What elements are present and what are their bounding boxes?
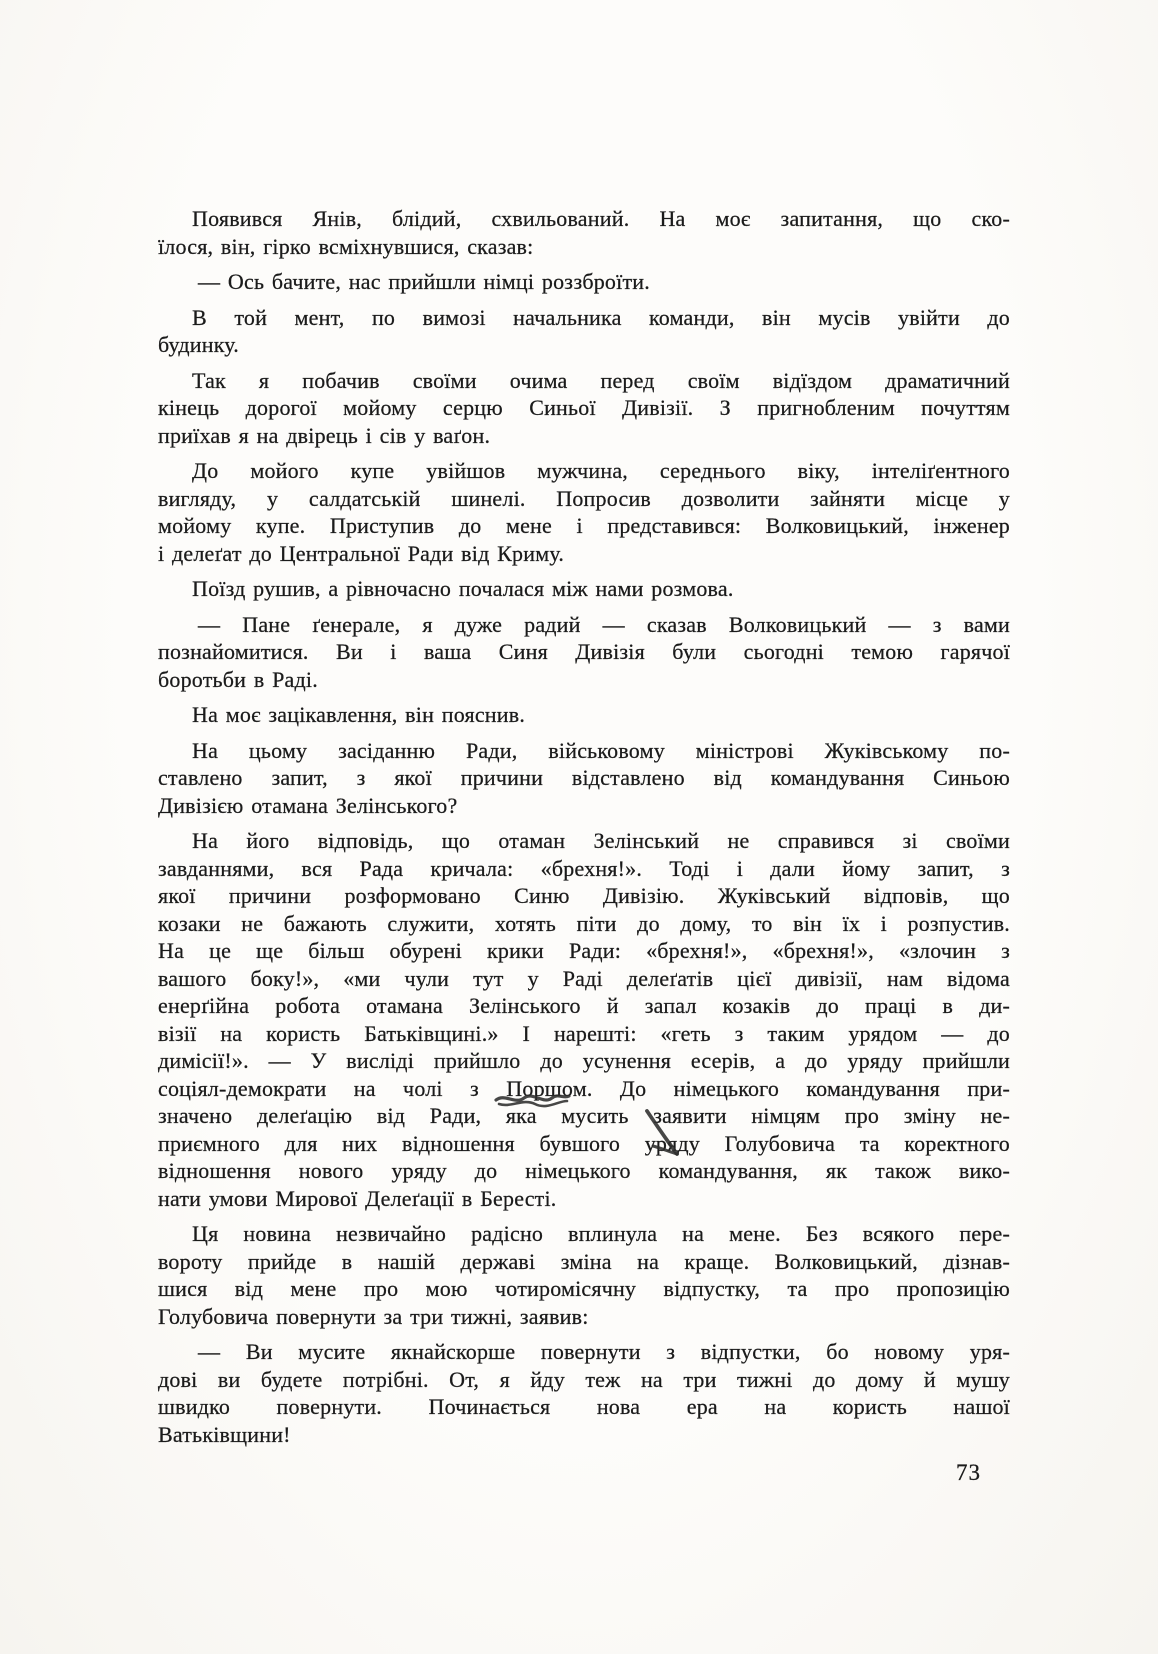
- paragraph: [158, 1220, 1010, 1330]
- text-line: приємного для них відношення бувшого уряду Голубовича та коректного: [158, 1130, 1010, 1156]
- paragraph: [158, 827, 1010, 1212]
- text-line: вашого боку!», «ми чули тут у Раді делеґатів цієї дивізії, нам відома: [158, 965, 1010, 991]
- text-line: їлося, він, гірко всміхнувшися, сказав:: [158, 233, 534, 259]
- page-text: [158, 205, 1010, 1448]
- text-line: соціял-демократи на чолі з Поршом. До німецького командування при-: [158, 1075, 1010, 1101]
- text-line: швидко повернути. Починається нова ера на користь нашої: [158, 1394, 1010, 1419]
- text-line: До мойого купе увійшов мужчина, середнього віку, інтеліґентного: [192, 458, 1010, 483]
- paragraph: [158, 367, 1010, 450]
- text-line: Ватьківщини!: [158, 1421, 291, 1447]
- text-line: енерґійна робота отамана Зелінського й запал козаків до праці в ди-: [158, 993, 1010, 1018]
- paragraph: [158, 304, 1010, 359]
- text-line: ставлено запит, з якої причини відставлено від командування Синьою: [158, 765, 1010, 790]
- text-line: приїхав я на двірець і сів у ваґон.: [158, 422, 491, 448]
- text-line: Появився Янів, блідий, схвильований. На моє запитання, що ско-: [192, 206, 1010, 231]
- text-line: — Ось бачите, нас прийшли німці роззброїти.: [198, 269, 650, 294]
- text-line: якої причини розформовано Синю Дивізію. Жуківський відповів, що: [158, 883, 1010, 908]
- text-line: вороту прийде в нашій державі зміна на краще. Волковицький, дізнав-: [158, 1248, 1010, 1274]
- text-line: нати умови Мирової Делеґації в Бересті.: [158, 1185, 557, 1211]
- text-line: візії на користь Батьківщині.» І нарешті: «геть з таким урядом — до: [158, 1020, 1010, 1046]
- text-line: відношення нового уряду до німецького командування, як також вико-: [158, 1158, 1010, 1183]
- text-line: Поїзд рушив, а рівночасно почалася між нами розмова.: [192, 576, 734, 601]
- text-line: вигляду, у салдатській шинелі. Попросив дозволити зайняти місце у: [158, 485, 1010, 511]
- text-line: і делеґат до Центральної Ради від Криму.: [158, 540, 565, 566]
- paragraph: [158, 737, 1010, 820]
- text-line: На моє зацікавлення, він пояснив.: [192, 702, 526, 727]
- text-line: Ця новина незвичайно радісно вплинула на мене. Без всякого пере-: [192, 1221, 1010, 1246]
- page-number: 73: [956, 1460, 981, 1485]
- text-line: На це ще більш обурені крики Ради: «брехня!», «брехня!», «злочин з: [158, 938, 1010, 963]
- text-line: — Пане ґенерале, я дуже радий — сказав Волковицький — з вами: [198, 611, 1010, 637]
- text-line: В той мент, по вимозі начальника команди, він мусів увійти до: [192, 304, 1010, 330]
- paragraph: [158, 205, 1010, 260]
- text-line: кінець дорогої мойому серцю Синьої Дивізії. З пригнобленим почуттям: [158, 395, 1010, 420]
- text-line: боротьби в Раді.: [158, 666, 318, 692]
- text-line: будинку.: [158, 332, 239, 357]
- text-line: Дивізією отамана Зелінського?: [158, 792, 458, 818]
- dialogue-paragraph: [158, 268, 1010, 296]
- paragraph: [158, 457, 1010, 567]
- text-line: дові ви будете потрібні. От, я йду теж на три тижні до дому й мушу: [158, 1366, 1010, 1392]
- paragraph: [158, 575, 1010, 603]
- text-line: мойому купе. Приступив до мене і представився: Волковицький, інженер: [158, 513, 1010, 538]
- text-line: шися від мене про мою чотиромісячну відпустку, та про пропозицію: [158, 1276, 1010, 1301]
- text-line: козаки не бажають служити, хотять піти до дому, то він їх і розпустив.: [158, 910, 1010, 936]
- text-line: На цьому засіданню Ради, військовому міністрові Жуківському по-: [192, 737, 1010, 763]
- dialogue-paragraph: [158, 611, 1010, 694]
- text-line: — Ви мусите якнайскорше повернути з відпустки, бо новому уря-: [198, 1339, 1010, 1364]
- dialogue-paragraph: [158, 1338, 1010, 1448]
- text-line: На його відповідь, що отаман Зелінський не справився зі своїми: [192, 828, 1010, 853]
- text-line: завданнями, вся Рада кричала: «брехня!». Тоді і дали йому запит, з: [158, 855, 1010, 881]
- text-line: димісії!». — У висліді прийшло до усунення есерів, а до уряду прийшли: [158, 1048, 1010, 1073]
- text-line: Так я побачив своїми очима перед своїм відїздом драматичний: [192, 367, 1010, 393]
- text-line: значено делеґацію від Ради, яка мусить заявити німцям про зміну не-: [158, 1103, 1010, 1128]
- text-line: Голубовича повернути за три тижні, заявив:: [158, 1303, 589, 1329]
- text-line: познайомитися. Ви і ваша Синя Дивізія були сьогодні темою гарячої: [158, 639, 1010, 664]
- paragraph: [158, 701, 1010, 729]
